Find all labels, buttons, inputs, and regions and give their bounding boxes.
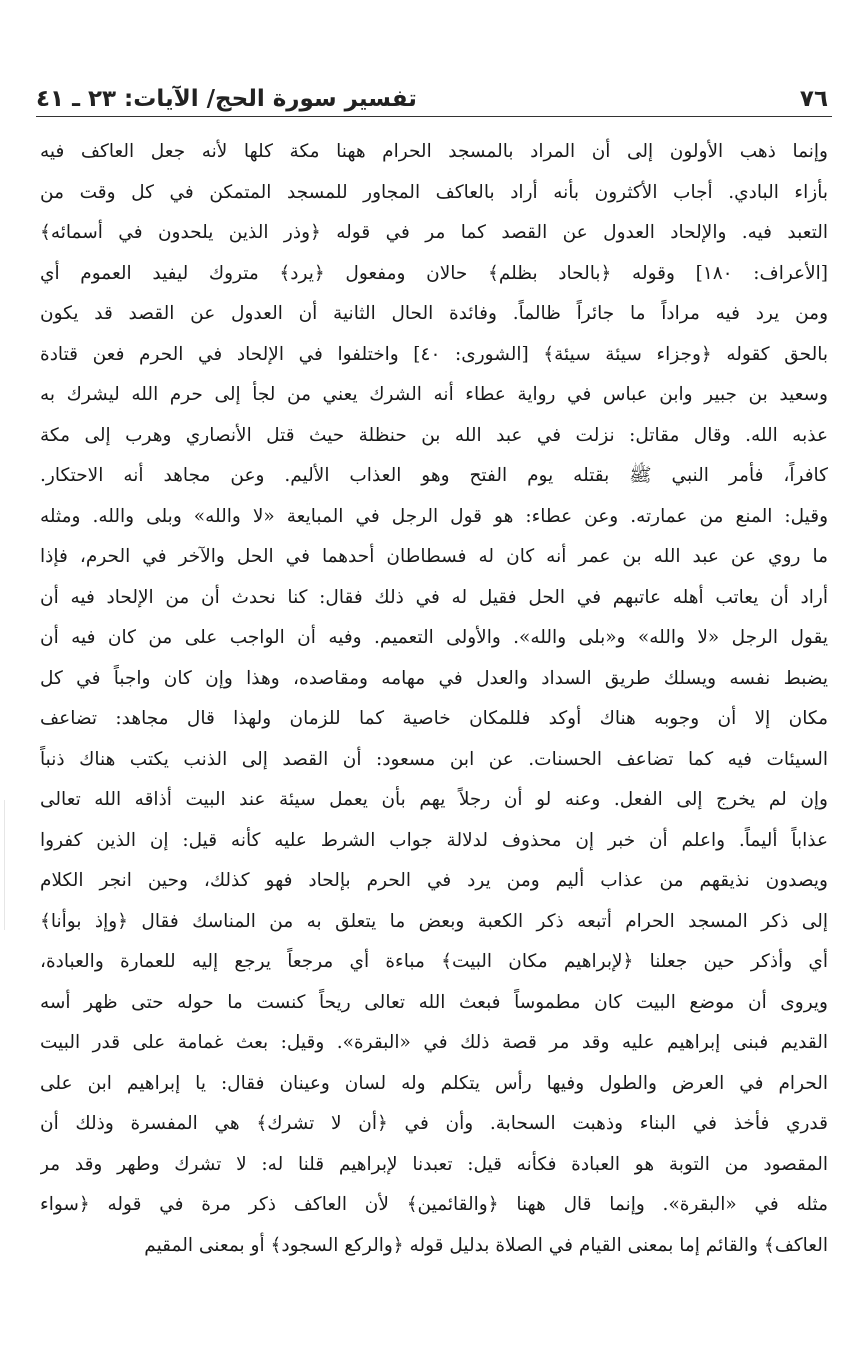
text-line: مثله في «البقرة». وإنما قال ههنا ﴿والقائمين﴾ لأن العاكف ذكر مرة في قوله ﴿سواء — [40, 1194, 828, 1215]
text-line: عذاباً أليماً. واعلم أن خبر إن محذوف لدلالة جواب الشرط عليه كأنه قيل: إن الذين كفروا — [40, 829, 828, 851]
page-number: ٧٦ — [799, 86, 828, 112]
tafsir-text-body — [40, 132, 828, 1312]
text-line: وسعيد بن جبير وابن عباس في رواية عطاء أنه الشرك يعني من لجأ إلى حرم الله ليشرك به — [40, 384, 828, 405]
text-line: التعبد فيه. والإلحاد العدول عن القصد كما مر في قوله ﴿وذر الذين يلحدون في أسمائه﴾ — [40, 222, 828, 243]
text-line: كافراً، فأمر النبي ﷺ بقتله يوم الفتح وهو العذاب الأليم. وعن مجاهد أنه الاحتكار. — [40, 465, 828, 486]
text-line: أراد أن يعاتب أهله عاتبهم في الحل فقيل له في ذلك فقال: كنا نحدث أن من الإلحاد فيه أن — [40, 586, 828, 608]
text-line: [الأعراف: ١٨٠] وقوله ﴿بالحاد بظلم﴾ حالان ومفعول ﴿يرد﴾ متروك ليفيد العموم أي — [40, 262, 828, 284]
header-divider — [36, 116, 832, 117]
text-line: العاكف﴾ والقائم إما بمعنى القيام في الصلاة بدليل قوله ﴿والركع السجود﴾ أو بمعنى المقيم — [144, 1234, 828, 1256]
running-title: تفسير سورة الحج/ الآيات: ٢٣ ـ ٤١ — [36, 86, 417, 112]
text-line: قدري فأخذ في البناء وذهبت السحابة. وأن في ﴿أن لا تشرك﴾ هي المفسرة وذلك أن — [40, 1113, 828, 1134]
text-line: القديم فبنى إبراهيم عليه وقد مر قصة ذلك في «البقرة». وقيل: بعث غمامة على قدر البيت — [40, 1032, 828, 1053]
text-line: وإنما ذهب الأولون إلى أن المراد بالمسجد الحرام ههنا مكة كلها لأنه جعل العاكف فيه — [40, 141, 828, 162]
text-line: بأزاء البادي. أجاب الأكثرون بأنه أراد بالعاكف المجاور للمسجد المتمكن في كل وقت من — [40, 181, 828, 203]
text-line: بالحق كقوله ﴿وجزاء سيئة سيئة﴾ [الشورى: ٤٠] واختلفوا في الإلحاد في الحرم فعن قتادة — [40, 343, 828, 365]
text-line: ما روي عن عبد الله بن عمر أنه كان له فسطاطان أحدهما في الحل والآخر في الحرم، فإذا — [40, 546, 828, 567]
text-line: مكان إلا أن وجوبه هناك أوكد فللمكان خاصية كما للزمان ولهذا قال مجاهد: تضاعف — [40, 708, 828, 729]
text-line: المقصود من التوبة هو العبادة فكأنه قيل: تعبدنا لإبراهيم قلنا له: لا تشرك وطهر وقد مر — [40, 1153, 828, 1175]
running-header — [36, 74, 828, 114]
text-line: السيئات فيه كما تضاعف الحسنات. عن ابن مسعود: أن القصد إلى الذنب يكتب هناك ذنباً — [40, 748, 828, 770]
text-line: وقيل: المنع من عمارته. وعن عطاء: هو قول الرجل في المبايعة «لا والله» وبلى والله. ومثله — [40, 505, 828, 527]
text-line: عذبه الله. وقال مقاتل: نزلت في عبد الله بن حنظلة حيث قتل الأنصاري وهرب إلى مكة — [40, 424, 828, 446]
text-line: الحرام في العرض والطول وفيها رأس يتكلم وله لسان وعينان فقال: يا إبراهيم ابن على — [40, 1072, 828, 1094]
text-line: ويروى أن موضع البيت كان مطموساً فبعث الله تعالى ريحاً كنست ما حوله حتى ظهر أسه — [40, 991, 828, 1013]
text-line: يضبط نفسه ويسلك طريق السداد والعدل في مهامه ومقاصده، وهذا وإن كان واجباً في كل — [40, 667, 828, 689]
text-line: ويصدون نذيقهم من عذاب أليم ومن يرد في الحرم بإلحاد فهو كذلك، وحين انجر الكلام — [40, 870, 828, 891]
text-line: وإن لم يخرج إلى الفعل. وعنه لو أن رجلاً يهم بأن يعمل سيئة عند البيت أذاقه الله تعالى — [40, 789, 828, 810]
text-line: يقول الرجل «لا والله» و«بلى والله». والأولى التعميم. وفيه أن الواجب على من كان فيه أن — [40, 627, 828, 648]
text-line: ومن يرد فيه مراداً ما جائراً ظالماً. وفائدة الحال الثانية أن العدول عن القصد قد يكون — [40, 303, 828, 324]
text-line: أي وأذكر حين جعلنا ﴿لإبراهيم مكان البيت﴾ مباءة أي مرجعاً يرجع إليه للعمارة والعبادة، — [40, 951, 828, 972]
scan-margin-mark — [4, 800, 5, 930]
text-line: إلى ذكر المسجد الحرام أتبعه ذكر الكعبة وبعض ما يتعلق به من المناسك فقال ﴿وإذ بوأنا﴾ — [40, 910, 828, 932]
